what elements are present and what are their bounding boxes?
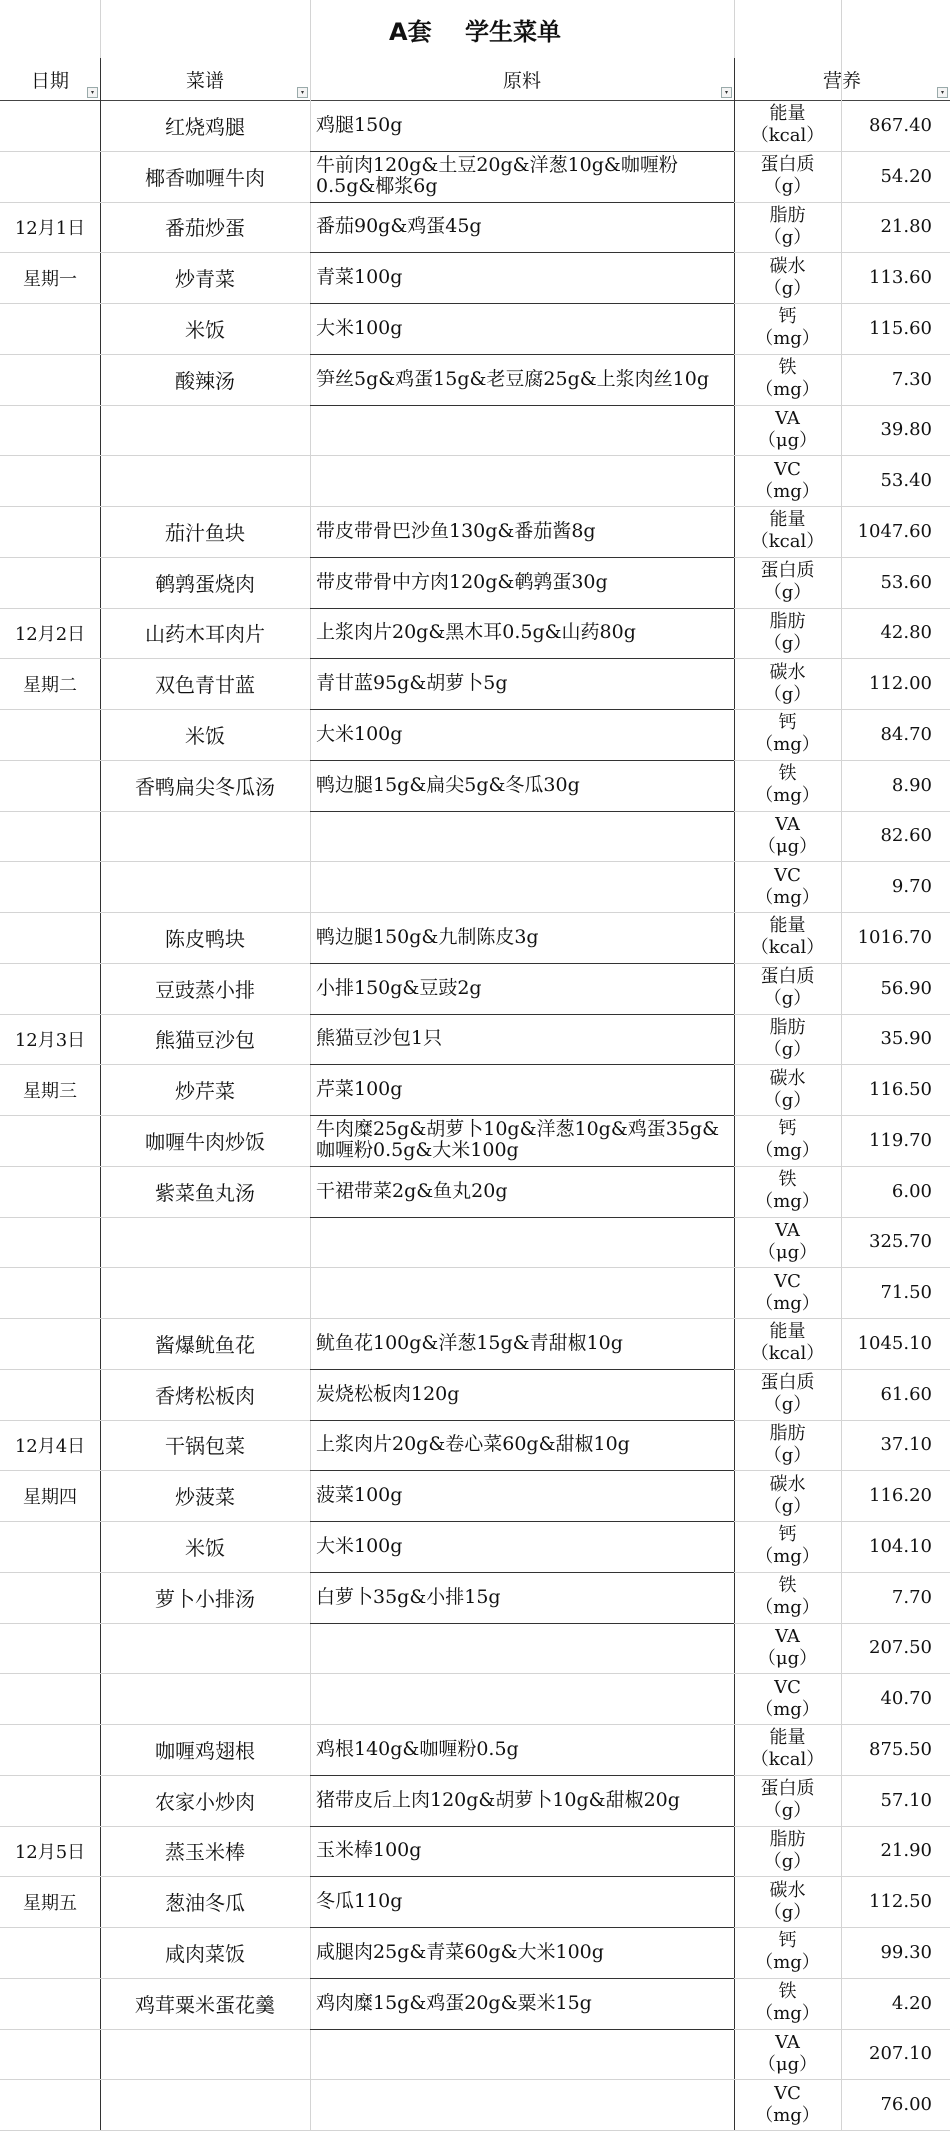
dish-cell[interactable]: 葱油冬瓜 <box>165 1891 245 1916</box>
date-cell[interactable] <box>0 354 100 405</box>
nutrient-label-cell[interactable]: VC （mg） <box>755 1676 820 1720</box>
date-cell[interactable] <box>0 861 100 912</box>
ingredients-cell[interactable]: 笋丝5g&鸡蛋15g&老豆腐25g&上浆肉丝10g <box>316 367 710 390</box>
ingredients-cell[interactable]: 熊猫豆沙包1只 <box>316 1027 443 1050</box>
dish-cell[interactable]: 萝卜小排汤 <box>155 1586 255 1611</box>
ingredients-cell[interactable] <box>310 1673 734 1724</box>
nutrient-value-cell[interactable]: 7.70 <box>891 1586 932 1608</box>
nutrient-value-cell[interactable]: 35.90 <box>880 1028 932 1050</box>
dish-cell[interactable]: 椰香咖喱牛肉 <box>145 165 265 190</box>
nutrient-value-cell[interactable]: 99.30 <box>880 1941 932 1963</box>
nutrient-label-cell[interactable]: VC （mg） <box>755 458 820 502</box>
nutrition-header-label: 营养 <box>822 69 861 92</box>
date-cell[interactable] <box>0 151 100 202</box>
ingredients-cell[interactable]: 牛肉糜25g&胡萝卜10g&洋葱10g&鸡蛋35g& 咖喱粉0.5g&大米100g <box>316 1118 720 1162</box>
ingredients-cell[interactable]: 大米100g <box>316 316 403 339</box>
dish-cell[interactable]: 熊猫豆沙包 <box>155 1028 255 1053</box>
nutrient-value-cell[interactable]: 113.60 <box>869 267 932 289</box>
nutrient-label-cell[interactable]: VC （mg） <box>755 1270 820 1314</box>
nutrient-label-cell[interactable]: 蛋白质 （g） <box>760 1372 815 1416</box>
dish-cell[interactable]: 番茄炒蛋 <box>165 216 245 241</box>
nutrient-value-cell[interactable]: 21.80 <box>880 216 932 238</box>
ingredients-cell[interactable]: 带皮带骨巴沙鱼130g&番茄酱8g <box>316 519 596 542</box>
date-cell[interactable] <box>0 1166 100 1217</box>
filter-dropdown-icon[interactable]: ▾ <box>721 87 732 98</box>
dish-cell[interactable] <box>100 811 310 862</box>
ingredients-cell[interactable] <box>310 455 734 506</box>
dish-cell[interactable]: 豆豉蒸小排 <box>155 977 255 1002</box>
nutrition-column-header[interactable] <box>734 58 950 101</box>
dish-cell[interactable]: 酸辣汤 <box>175 368 235 393</box>
nutrient-label-cell[interactable]: 钙 （mg） <box>755 712 820 756</box>
nutrient-label-cell[interactable]: 碳水 （g） <box>763 1067 812 1111</box>
nutrient-value-cell[interactable]: 116.50 <box>869 1079 932 1101</box>
dish-cell[interactable]: 炒菠菜 <box>175 1485 235 1510</box>
nutrient-label-cell[interactable]: 能量 （kcal） <box>750 915 825 959</box>
nutrient-label-cell[interactable]: 碳水 （g） <box>763 661 812 705</box>
dish-cell[interactable] <box>100 2079 310 2130</box>
nutrient-label-cell[interactable]: VA （μg） <box>757 407 818 451</box>
date-cell[interactable] <box>0 1318 100 1369</box>
nutrient-label-cell[interactable]: 脂肪 （g） <box>763 610 812 654</box>
date-cell[interactable] <box>0 1673 100 1724</box>
date-cell[interactable]: 12月4日 <box>14 1435 86 1457</box>
dish-cell[interactable]: 双色青甘蓝 <box>155 673 255 698</box>
date-cell[interactable] <box>0 709 100 760</box>
date-cell[interactable] <box>0 1369 100 1420</box>
ingredients-column-header[interactable] <box>310 58 734 101</box>
nutrient-label-cell[interactable]: 蛋白质 （g） <box>760 154 815 198</box>
nutrient-value-cell[interactable]: 53.60 <box>880 571 932 593</box>
date-cell[interactable] <box>0 100 100 151</box>
ingredients-cell[interactable] <box>310 405 734 456</box>
ingredients-cell[interactable]: 牛前肉120g&土豆20g&洋葱10g&咖喱粉 0.5g&椰浆6g <box>316 154 678 198</box>
dish-cell[interactable]: 香烤松板肉 <box>155 1383 255 1408</box>
date-header-label: 日期 <box>30 69 69 92</box>
nutrient-label-cell[interactable]: VA （μg） <box>757 1219 818 1263</box>
nutrient-label-cell[interactable]: 脂肪 （g） <box>763 1016 812 1060</box>
nutrient-label-cell[interactable]: 铁 （mg） <box>755 357 820 401</box>
nutrient-value-cell[interactable]: 84.70 <box>880 723 932 745</box>
nutrient-value-cell[interactable]: 9.70 <box>891 876 932 898</box>
nutrient-value-cell[interactable]: 1047.60 <box>857 520 932 542</box>
ingredients-cell[interactable]: 菠菜100g <box>316 1484 403 1507</box>
ingredients-cell[interactable]: 青菜100g <box>316 266 403 289</box>
date-cell[interactable]: 星期五 <box>23 1892 77 1914</box>
nutrient-label-cell[interactable]: 脂肪 （g） <box>763 1828 812 1872</box>
dish-cell[interactable]: 鸡茸粟米蛋花羹 <box>135 1992 275 2017</box>
nutrient-label-cell[interactable]: 能量 （kcal） <box>750 1727 825 1771</box>
date-cell[interactable]: 12月2日 <box>14 623 86 645</box>
dish-cell[interactable]: 红烧鸡腿 <box>165 114 245 139</box>
ingredients-cell[interactable]: 玉米棒100g <box>316 1839 422 1862</box>
dish-cell[interactable]: 咖喱牛肉炒饭 <box>145 1129 265 1154</box>
dish-cell[interactable]: 酱爆鱿鱼花 <box>155 1332 255 1357</box>
nutrient-label-cell[interactable]: 蛋白质 （g） <box>760 966 815 1010</box>
dish-cell[interactable]: 炒芹菜 <box>175 1079 235 1104</box>
dish-cell[interactable]: 紫菜鱼丸汤 <box>155 1180 255 1205</box>
ingredients-cell[interactable] <box>310 1267 734 1318</box>
dish-cell[interactable] <box>100 1623 310 1674</box>
date-cell[interactable] <box>0 2079 100 2130</box>
date-cell[interactable] <box>0 405 100 456</box>
nutrient-value-cell[interactable]: 42.80 <box>880 622 932 644</box>
dish-cell[interactable]: 炒青菜 <box>175 267 235 292</box>
date-cell[interactable] <box>0 912 100 963</box>
ingredients-cell[interactable]: 番茄90g&鸡蛋45g <box>316 215 482 238</box>
dish-cell[interactable] <box>100 455 310 506</box>
date-cell[interactable]: 星期一 <box>23 268 77 290</box>
ingredients-cell[interactable] <box>310 1217 734 1268</box>
nutrient-value-cell[interactable]: 56.90 <box>880 977 932 999</box>
nutrient-value-cell[interactable]: 53.40 <box>880 470 932 492</box>
dish-cell[interactable]: 山药木耳肉片 <box>145 622 265 647</box>
ingredients-cell[interactable]: 鸡腿150g <box>316 113 403 136</box>
nutrient-label-cell[interactable]: VA （μg） <box>757 2031 818 2075</box>
date-cell[interactable] <box>0 1217 100 1268</box>
ingredients-cell[interactable] <box>310 1623 734 1674</box>
date-cell[interactable] <box>0 963 100 1014</box>
dish-cell[interactable]: 咖喱鸡翅根 <box>155 1738 255 1763</box>
nutrient-label-cell[interactable]: 钙 （mg） <box>755 1524 820 1568</box>
nutrient-value-cell[interactable]: 1016.70 <box>857 926 932 948</box>
date-cell[interactable] <box>0 811 100 862</box>
nutrient-label-cell[interactable]: 钙 （mg） <box>755 1118 820 1162</box>
ingredients-cell[interactable]: 鸭边腿150g&九制陈皮3g <box>316 925 539 948</box>
nutrient-value-cell[interactable]: 325.70 <box>869 1231 932 1253</box>
ingredients-cell[interactable]: 大米100g <box>316 722 403 745</box>
nutrient-label-cell[interactable]: 脂肪 （g） <box>763 204 812 248</box>
nutrient-value-cell[interactable]: 6.00 <box>891 1180 932 1202</box>
nutrient-label-cell[interactable]: 钙 （mg） <box>755 1930 820 1974</box>
nutrient-label-cell[interactable]: VC （mg） <box>755 2082 820 2126</box>
ingredients-cell[interactable]: 青甘蓝95g&胡萝卜5g <box>316 672 508 695</box>
ingredients-cell[interactable]: 白萝卜35g&小排15g <box>316 1585 501 1608</box>
dish-cell[interactable] <box>100 1673 310 1724</box>
dish-cell[interactable]: 米饭 <box>185 317 225 342</box>
nutrient-label-cell[interactable]: VC （mg） <box>755 864 820 908</box>
ingredients-cell[interactable]: 干裙带菜2g&鱼丸20g <box>316 1179 508 1202</box>
date-cell[interactable]: 星期二 <box>23 674 77 696</box>
dish-cell[interactable]: 香鸭扁尖冬瓜汤 <box>135 774 275 799</box>
nutrient-value-cell[interactable]: 21.90 <box>880 1840 932 1862</box>
date-cell[interactable]: 12月1日 <box>14 217 86 239</box>
date-cell[interactable] <box>0 2029 100 2080</box>
nutrient-label-cell[interactable]: 铁 （mg） <box>755 1169 820 1213</box>
page-title: A套 学生菜单 <box>389 17 561 46</box>
nutrient-value-cell[interactable]: 61.60 <box>880 1383 932 1405</box>
date-cell[interactable] <box>0 1978 100 2029</box>
dish-header-label: 菜谱 <box>185 69 224 92</box>
nutrient-label-cell[interactable]: 碳水 （g） <box>763 1473 812 1517</box>
date-cell[interactable] <box>0 1572 100 1623</box>
dish-cell[interactable]: 干锅包菜 <box>165 1434 245 1459</box>
nutrient-value-cell[interactable]: 867.40 <box>869 114 932 136</box>
date-cell[interactable] <box>0 303 100 354</box>
nutrient-value-cell[interactable]: 207.50 <box>869 1637 932 1659</box>
ingredients-cell[interactable]: 上浆肉片20g&黑木耳0.5g&山药80g <box>316 621 636 644</box>
dish-cell[interactable]: 陈皮鸭块 <box>165 926 245 951</box>
filter-dropdown-icon[interactable]: ▾ <box>937 87 948 98</box>
dish-cell[interactable]: 鹌鹑蛋烧肉 <box>155 571 255 596</box>
date-cell[interactable] <box>0 1724 100 1775</box>
nutrient-value-cell[interactable]: 57.10 <box>880 1789 932 1811</box>
ingredients-cell[interactable]: 小排150g&豆豉2g <box>316 976 482 999</box>
date-cell[interactable]: 12月3日 <box>14 1029 86 1051</box>
ingredients-cell[interactable]: 冬瓜110g <box>316 1890 403 1913</box>
nutrient-label-cell[interactable]: 脂肪 （g） <box>763 1422 812 1466</box>
date-cell[interactable] <box>0 1115 100 1166</box>
nutrient-value-cell[interactable]: 40.70 <box>880 1688 932 1710</box>
date-cell[interactable] <box>0 1521 100 1572</box>
nutrient-label-cell[interactable]: VA （μg） <box>757 1625 818 1669</box>
nutrient-value-cell[interactable]: 112.00 <box>869 673 932 695</box>
filter-dropdown-icon[interactable]: ▾ <box>297 87 308 98</box>
ingredients-cell[interactable] <box>310 861 734 912</box>
nutrient-label-cell[interactable]: 能量 （kcal） <box>750 1321 825 1365</box>
dish-cell[interactable] <box>100 405 310 456</box>
ingredients-cell[interactable] <box>310 2079 734 2130</box>
dish-cell[interactable]: 米饭 <box>185 1535 225 1560</box>
date-cell[interactable] <box>0 455 100 506</box>
nutrient-label-cell[interactable]: 蛋白质 （g） <box>760 1778 815 1822</box>
nutrient-value-cell[interactable]: 82.60 <box>880 825 932 847</box>
ingredients-cell[interactable]: 炭烧松板肉120g <box>316 1382 460 1405</box>
ingredients-cell[interactable]: 咸腿肉25g&青菜60g&大米100g <box>316 1940 604 1963</box>
nutrient-value-cell[interactable]: 116.20 <box>869 1485 932 1507</box>
dish-cell[interactable]: 咸肉菜饭 <box>165 1941 245 1966</box>
nutrient-label-cell[interactable]: VA （μg） <box>757 813 818 857</box>
date-cell[interactable] <box>0 1927 100 1978</box>
date-column-header[interactable] <box>0 58 100 101</box>
ingredients-cell[interactable]: 大米100g <box>316 1534 403 1557</box>
dish-cell[interactable] <box>100 2029 310 2080</box>
nutrient-label-cell[interactable]: 碳水 （g） <box>763 1879 812 1923</box>
nutrient-label-cell[interactable]: 钙 （mg） <box>755 306 820 350</box>
date-cell[interactable]: 星期三 <box>23 1080 77 1102</box>
date-cell[interactable] <box>0 506 100 557</box>
date-cell[interactable] <box>0 1267 100 1318</box>
dish-cell[interactable]: 蒸玉米棒 <box>165 1840 245 1865</box>
ingredients-cell[interactable]: 芹菜100g <box>316 1078 403 1101</box>
dish-cell[interactable]: 农家小炒肉 <box>155 1789 255 1814</box>
ingredients-cell[interactable]: 鸡根140g&咖喱粉0.5g <box>316 1737 519 1760</box>
nutrient-value-cell[interactable]: 7.30 <box>891 368 932 390</box>
dish-cell[interactable]: 茄汁鱼块 <box>165 520 245 545</box>
nutrient-value-cell[interactable]: 1045.10 <box>857 1332 932 1354</box>
nutrient-value-cell[interactable]: 112.50 <box>869 1891 932 1913</box>
nutrient-value-cell[interactable]: 39.80 <box>880 419 932 441</box>
ingredients-cell[interactable]: 鸡肉糜15g&鸡蛋20g&粟米15g <box>316 1991 592 2014</box>
nutrient-value-cell[interactable]: 4.20 <box>891 1992 932 2014</box>
date-cell[interactable] <box>0 557 100 608</box>
nutrient-label-cell[interactable]: 蛋白质 （g） <box>760 560 815 604</box>
date-cell[interactable]: 12月5日 <box>14 1841 86 1863</box>
nutrient-value-cell[interactable]: 54.20 <box>880 165 932 187</box>
date-cell[interactable]: 星期四 <box>23 1486 77 1508</box>
nutrient-value-cell[interactable]: 76.00 <box>880 2094 932 2116</box>
nutrient-label-cell[interactable]: 能量 （kcal） <box>750 509 825 553</box>
nutrient-value-cell[interactable]: 71.50 <box>880 1282 932 1304</box>
nutrient-value-cell[interactable]: 115.60 <box>869 317 932 339</box>
date-cell[interactable] <box>0 1623 100 1674</box>
nutrient-value-cell[interactable]: 119.70 <box>869 1129 932 1151</box>
filter-dropdown-icon[interactable]: ▾ <box>87 87 98 98</box>
nutrient-label-cell[interactable]: 能量 （kcal） <box>750 103 825 147</box>
dish-cell[interactable] <box>100 1267 310 1318</box>
nutrient-value-cell[interactable]: 875.50 <box>869 1738 932 1760</box>
ingredients-cell[interactable] <box>310 811 734 862</box>
ingredients-cell[interactable]: 上浆肉片20g&卷心菜60g&甜椒10g <box>316 1433 630 1456</box>
nutrient-label-cell[interactable]: 碳水 （g） <box>763 255 812 299</box>
ingredients-cell[interactable]: 带皮带骨中方肉120g&鹌鹑蛋30g <box>316 570 608 593</box>
nutrient-value-cell[interactable]: 8.90 <box>891 774 932 796</box>
nutrient-value-cell[interactable]: 104.10 <box>869 1535 932 1557</box>
ingredients-header-label: 原料 <box>502 69 541 92</box>
ingredients-cell[interactable]: 鸭边腿15g&扁尖5g&冬瓜30g <box>316 773 580 796</box>
nutrient-label-cell[interactable]: 铁 （mg） <box>755 763 820 807</box>
nutrient-label-cell[interactable]: 铁 （mg） <box>755 1575 820 1619</box>
ingredients-cell[interactable] <box>310 2029 734 2080</box>
nutrient-value-cell[interactable]: 37.10 <box>880 1434 932 1456</box>
date-cell[interactable] <box>0 760 100 811</box>
dish-cell[interactable]: 米饭 <box>185 723 225 748</box>
dish-cell[interactable] <box>100 1217 310 1268</box>
ingredients-cell[interactable]: 猪带皮后上肉120g&胡萝卜10g&甜椒20g <box>316 1788 680 1811</box>
ingredients-cell[interactable]: 鱿鱼花100g&洋葱15g&青甜椒10g <box>316 1331 623 1354</box>
dish-cell[interactable] <box>100 861 310 912</box>
nutrient-label-cell[interactable]: 铁 （mg） <box>755 1981 820 2025</box>
date-cell[interactable] <box>0 1775 100 1826</box>
dish-column-header[interactable] <box>100 58 310 101</box>
nutrient-value-cell[interactable]: 207.10 <box>869 2043 932 2065</box>
